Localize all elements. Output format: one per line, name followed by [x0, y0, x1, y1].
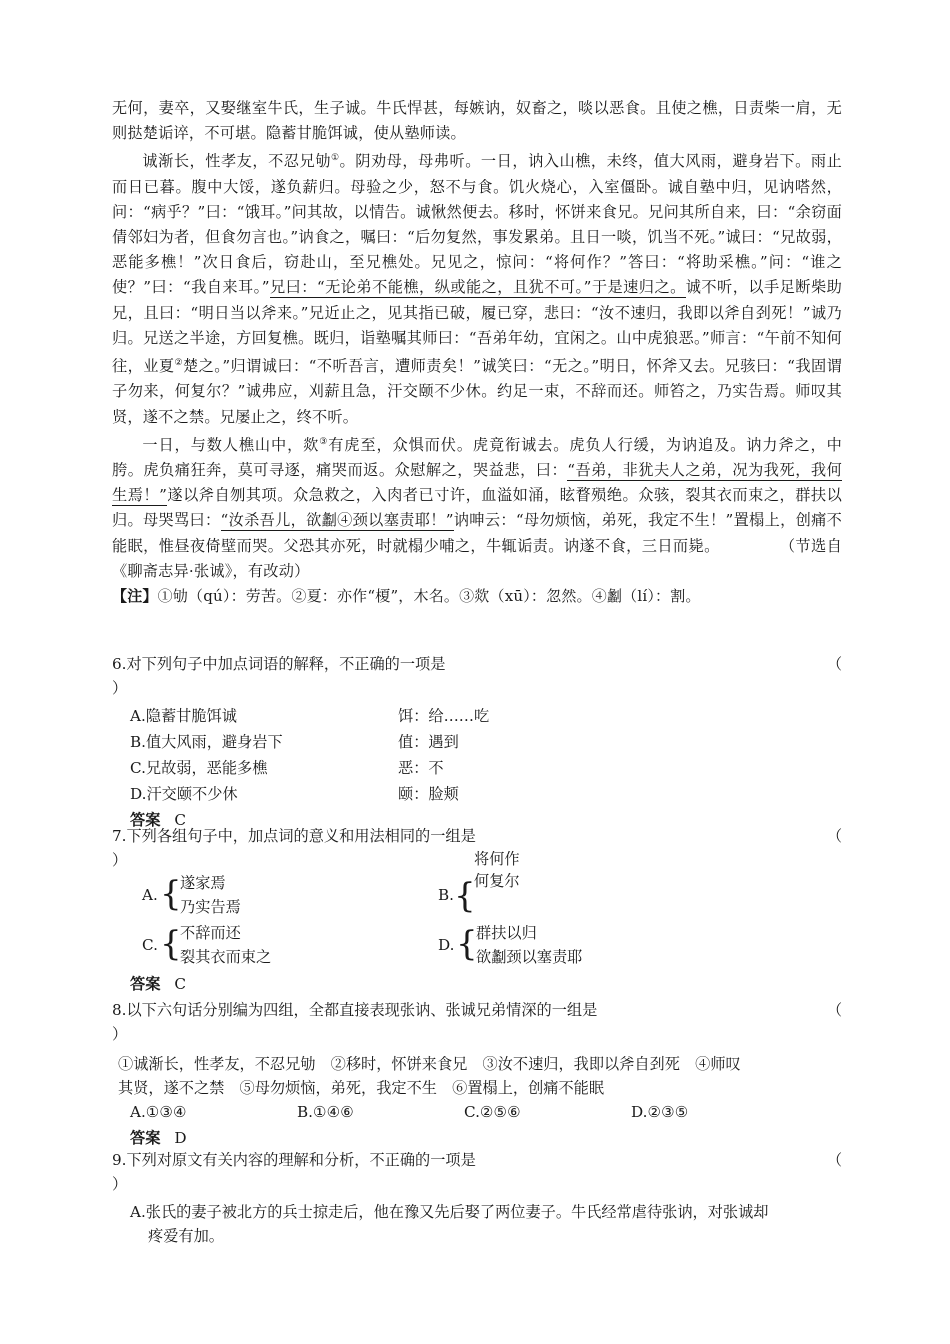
- brace-icon: {: [160, 874, 182, 914]
- classical-passage: [112, 96, 842, 609]
- passage-text: 一日，与数人樵山中，欻: [142, 435, 320, 454]
- passage-paragraph-3: [112, 430, 842, 584]
- option-a-group: [142, 872, 392, 918]
- passage-paragraph-2: [112, 146, 842, 429]
- passage-text: 讷呻云：“母勿烦恼，弟死，我定不生！”置榻上，创痛不能眠，惟昼夜倚壁而哭。父恐其亦死，时就榻少哺之，牛辄诟责。讷遂不食，三日而毙。: [112, 511, 842, 555]
- statement-list: 其贤，遂不之禁 ⑤母勿烦恼，弟死，我定不生 ⑥置榻上，创痛不能眠: [118, 1079, 604, 1097]
- footnote-line: [112, 584, 842, 609]
- passage-paragraph-1: [112, 96, 842, 146]
- option-letter: D.: [438, 936, 455, 954]
- answer-paren: ）: [112, 679, 128, 697]
- option-a: A.①③④: [130, 1103, 187, 1121]
- option-a-sentence: A.隐蓄甘脆饵诚: [130, 707, 237, 725]
- option-sentence-top: 群扶以归: [476, 924, 537, 942]
- note-label: 【注】: [112, 587, 158, 606]
- answer-value: C: [174, 811, 186, 829]
- question-7: [112, 824, 842, 994]
- question-9: [112, 1148, 842, 1248]
- question-stem: 6.对下列句子中加点词语的解释，不正确的一项是: [112, 655, 446, 673]
- option-b: B.①④⑥: [297, 1103, 354, 1121]
- option-c-group: [142, 922, 392, 968]
- option-c-sentence: C.兄故弱，恶能多樵: [130, 759, 268, 777]
- option-a-explanation: 饵：给……吃: [398, 707, 490, 725]
- passage-text: 诚渐长，性孝友，不忍兄劬: [142, 152, 331, 171]
- footnote-marker: ②: [174, 358, 184, 369]
- answer-paren: ）: [112, 1175, 128, 1193]
- passage-text: 无何，妻卒，又娶继室牛氏，生子诚。牛氏悍甚，每嫉讷，奴畜之，啖以恶食。且使之樵，日责柴一肩，无则挞楚诟谇，不可堪。隐蓄甘脆饵诚，使从塾师读。: [112, 99, 842, 143]
- answer-label: 答案: [130, 975, 161, 993]
- option-sentence-top: 不辞而还: [180, 924, 241, 942]
- brace-icon: {: [456, 924, 478, 964]
- option-letter: A.: [142, 886, 158, 904]
- option-sentence-bottom: 乃实告焉: [180, 898, 241, 916]
- option-d: D.②③⑤: [631, 1103, 689, 1121]
- option-letter: C.: [142, 936, 158, 954]
- option-a-text: 疼爱有加。: [148, 1227, 224, 1245]
- passage-text: 有虎至，众惧而伏。虎竟衔诚去。虎负人行缓，为讷追及。讷力斧之，中胯。虎负痛狂奔，莫可寻逐，痛哭而返。众慰解之，哭益悲，曰：: [112, 435, 842, 480]
- question-title: [112, 652, 842, 676]
- passage-text: 遂以斧自刎其项。众急救之，入肉者已寸许，血溢如涌，眩瞀殒绝。众骇，裂其衣而束之，群扶以归。母哭骂曰：: [112, 486, 842, 530]
- option-sentence-top: 将何作: [474, 850, 520, 868]
- option-a-text: A.张氏的妻子被北方的兵士掠走后，他在豫又先后娶了两位妻子。牛氏经常虐待张讷，对张诚却: [130, 1203, 769, 1221]
- note-text: ①劬（qú）：劳苦。②夏：亦作“榎”，木名。③欻（xū）：忽然。④劙（lí）：割。: [157, 587, 701, 606]
- statement-list: ①诚渐长，性孝友，不忍兄劬 ②移时，怀饼来食兄 ③汝不速归，我即以斧自刭死 ④师叹: [118, 1055, 741, 1073]
- answer-paren: （: [826, 655, 842, 673]
- answer-value: D: [174, 1129, 187, 1147]
- option-sentence-bottom: 欲劙颈以塞责耶: [476, 948, 583, 966]
- passage-text: 楚之。”归谓诚曰：“不听吾言，遭师责矣！”诚笑曰：“无之。”明日，怀斧又去。兄骇曰：“我固谓子勿来，何复尔？”诚弗应，刈薪且急，汗交颐不少休。约足一束，不辞而还。师笞之，乃实告焉。师叹其贤，遂不之禁。兄屡止之，终不听。: [112, 357, 842, 426]
- option-d-sentence: D.汗交颐不少休: [130, 785, 238, 803]
- passage-text: 诚不听，以手足断柴助兄，且曰：“明日当以斧来。”兄近止之，见其指已破，履已穿，悲曰：“汝不速归，我即以斧自刭死！”诚乃归。兄送之半途，方回复樵。既归，诣塾嘱其师曰：“吾弟年幼，宜闲之。山中虎狼恶。”师言：“午前不知何往，业夏: [112, 278, 843, 376]
- question-stem: 7.下列各组句子中，加点词的意义和用法相同的一组是: [112, 827, 476, 845]
- answer-line: [130, 1126, 842, 1150]
- source-citation: （节选自《聊斋志异·: [112, 536, 842, 580]
- question-title: [112, 824, 842, 848]
- options-grid: [130, 704, 842, 806]
- option-sentence-bottom: 何复尔: [474, 872, 520, 890]
- answer-label: 答案: [130, 811, 161, 829]
- option-c-explanation: 恶：不: [398, 759, 444, 777]
- answer-line: [130, 972, 186, 996]
- option-b-sentence: B.值大风雨，避身岩下: [130, 733, 283, 751]
- option-sentence-top: 遂家焉: [180, 874, 226, 892]
- question-8: [112, 998, 842, 1150]
- answer-paren: （: [826, 1151, 842, 1169]
- brace-icon: {: [454, 876, 476, 916]
- question-6: [112, 652, 842, 832]
- answer-paren: ）: [112, 1025, 128, 1043]
- option-b-group: [438, 848, 688, 918]
- option-sentence-bottom: 裂其衣而束之: [180, 948, 272, 966]
- option-c: C.②⑤⑥: [464, 1103, 521, 1121]
- footnote-marker: ③: [319, 436, 329, 447]
- brace-icon: {: [160, 924, 182, 964]
- question-title: [112, 998, 842, 1022]
- answer-paren: （: [826, 827, 842, 845]
- underlined-sentence: “汝杀吾儿，欲劙④颈以塞责耶！”: [220, 511, 454, 530]
- answer-label: 答案: [130, 1129, 161, 1147]
- question-stem: 9.下列对原文有关内容的理解和分析，不正确的一项是: [112, 1151, 476, 1169]
- answer-paren: ）: [112, 851, 128, 869]
- question-title: [112, 1148, 842, 1172]
- passage-text: 。阴劝母，母弗听。一日，讷入山樵，未终，值大风雨，避身岩下。雨止而日已暮。腹中大馁，遂负薪归。母验之少，怒不与食。饥火烧心，入室僵卧。诚自塾中归，见讷嗒然，问：“病乎？”曰：“饿耳。”问其故，以情告。诚愀然便去。移时，怀饼来食兄。兄问其所自来，曰：“余窃面倩邻妇为者，但食勿言也。”讷食之，嘱曰：“后勿复然，事发累弟。且日一啖，饥当不死。”诚曰：“兄故弱，恶能多樵！”次日食后，窃赴山，至兄樵处。兄见之，惊问：“将何作？”答曰：“将助采樵。”问：“谁之使？”曰：“我自来耳。”: [112, 152, 842, 297]
- option-d-explanation: 颐：脸颊: [398, 785, 459, 803]
- question-stem: 8.以下六句话分别编为四组，全都直接表现张讷、张诚兄弟情深的一组是: [112, 1001, 598, 1019]
- answer-value: C: [174, 975, 186, 993]
- answer-paren: （: [826, 1001, 842, 1019]
- option-letter: B.: [438, 886, 454, 904]
- option-d-group: [438, 922, 688, 968]
- underlined-sentence: “吾弟，非犹夫人之弟，况为我死，我何生焉！”: [112, 461, 842, 505]
- option-b-explanation: 值：遇到: [398, 733, 459, 751]
- underlined-sentence: 兄曰：“无论弟不能樵，纵或能之，且犹不可。”于是速归之。: [269, 278, 686, 297]
- options-row: [130, 1100, 842, 1124]
- footnote-marker: ①: [330, 153, 340, 164]
- source-citation: 张诚》，有改动）: [193, 561, 310, 580]
